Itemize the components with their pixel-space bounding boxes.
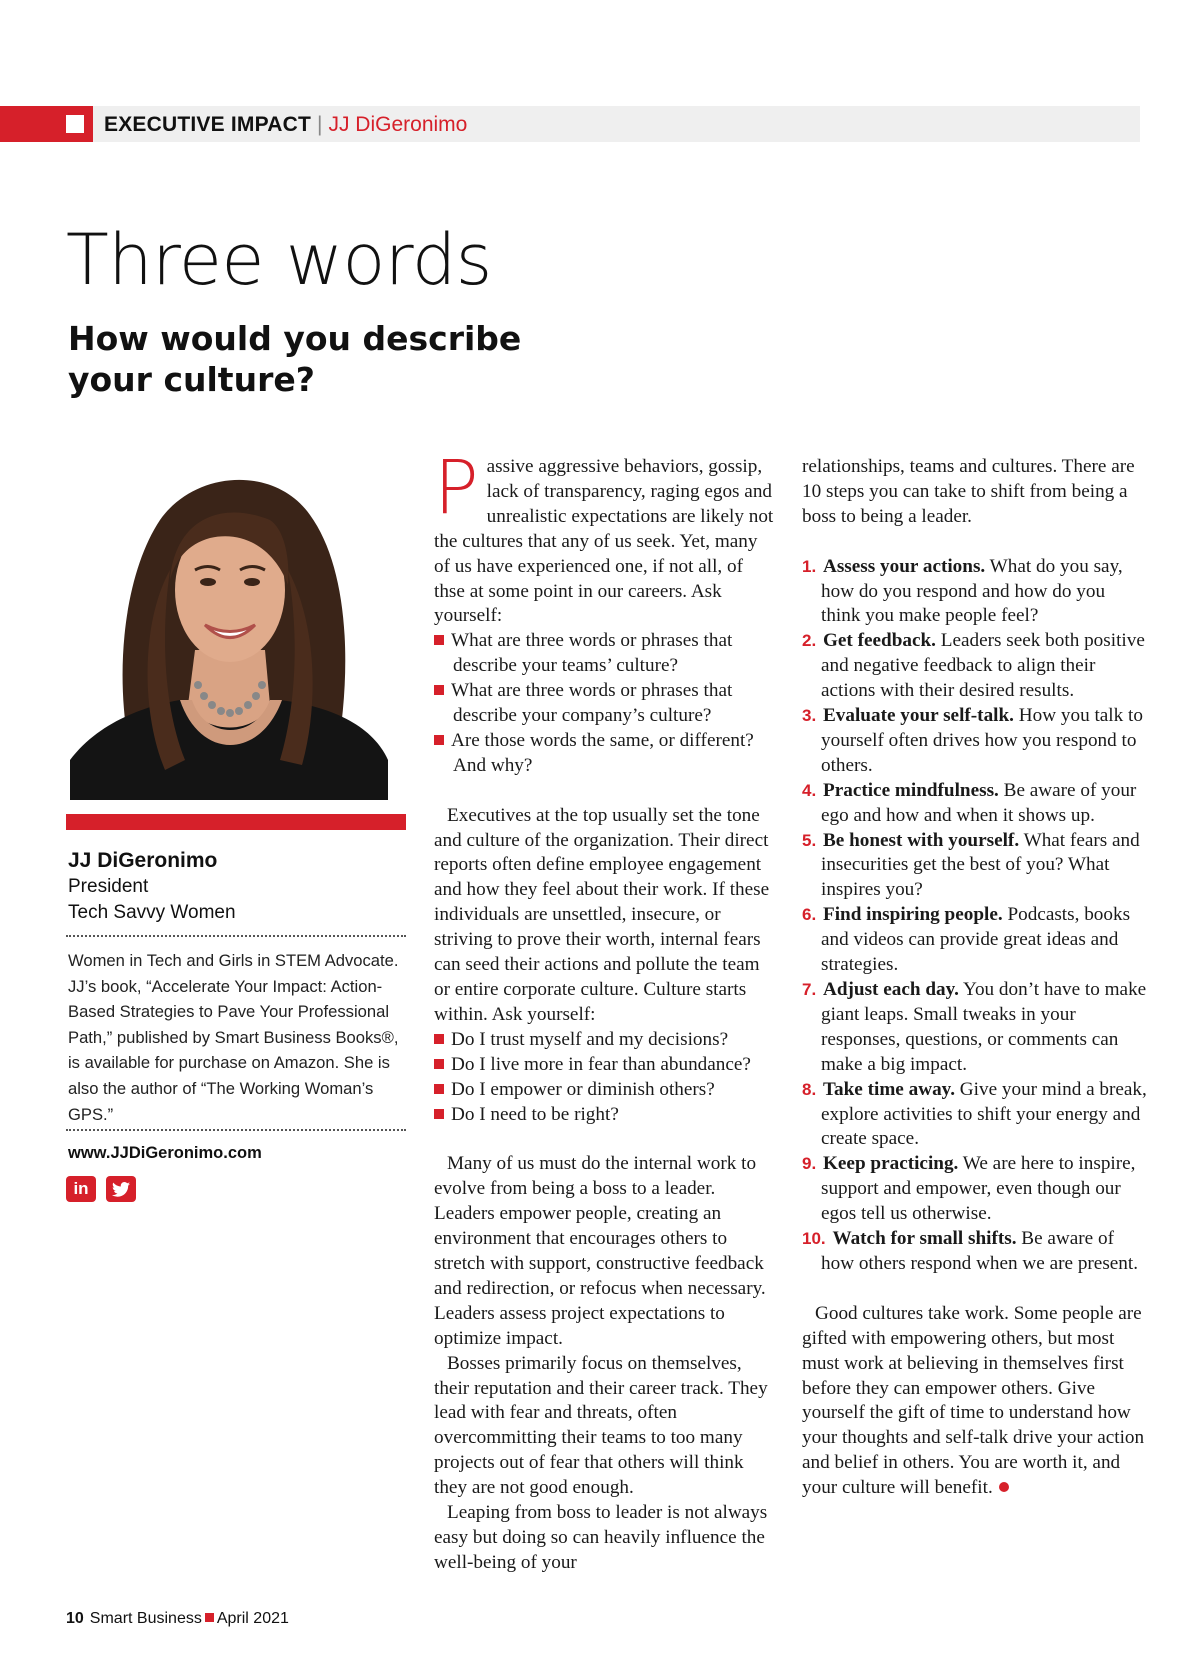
list-item — [434, 729, 774, 779]
author-bio: Women in Tech and Girls in STEM Advocate. JJ’s book, “Accelerate Your Impact: Action-Based Strategies to Pave Your Professional Path,” published by Smart Business Books®, is available for purchase on Amazon. She is also the author of “The Working Woman’s GPS.” — [68, 951, 399, 1124]
section-header — [104, 112, 467, 138]
list-item — [802, 1227, 1147, 1277]
step-text: We are here to inspire, support and empower, even though our egos tell us otherwise. — [821, 1153, 1136, 1225]
author-box-accent-bar — [66, 814, 406, 830]
step-text: Leaders seek both positive and negative feedback to align their actions with their desired results. — [821, 630, 1145, 702]
step-number: 1. — [802, 556, 817, 576]
step-text: You don’t have to make giant leaps. Small tweaks in your responses, questions, or comments can make a big impact. — [821, 979, 1147, 1075]
list-item — [434, 1103, 774, 1128]
article-intro — [434, 445, 774, 629]
page-subtitle: How would you describe your culture? — [68, 319, 522, 399]
closing-paragraph — [802, 1302, 1147, 1501]
step-text: Be aware of your ego and how and when it shows up. — [821, 779, 1137, 826]
author-portrait-illustration — [70, 460, 388, 800]
intro-text: assive aggressive behaviors, gossip, lack of transparency, raging egos and unrealistic expectations are likely not the cultures that any of us seek. Yet, many of us have experienced one, if not all, of thse at some point in our careers. Ask yourself: — [434, 456, 774, 627]
question-text: What are three words or phrases that describe your teams’ culture? — [451, 630, 733, 677]
author-website-link[interactable]: www.JJDiGeronimo.com — [68, 1144, 262, 1162]
closing-text: Good cultures take work. Some people are gifted with empowering others, but most must work at believing in themselves first before they can empower others. Give yourself the gift of time to understand how your thoughts and self-talk drive your action and belief in others. You are worth it, and your culture will benefit. — [802, 1302, 1145, 1499]
square-bullet-icon — [434, 635, 444, 645]
step-title: Find inspiring people. — [822, 904, 1003, 926]
step-title: Be honest with yourself. — [822, 829, 1020, 851]
square-bullet-icon — [434, 1084, 444, 1094]
section-square-icon — [66, 115, 84, 133]
question-text: Do I live more in fear than abundance? — [451, 1053, 751, 1075]
question-text: Do I trust myself and my decisions? — [451, 1028, 729, 1050]
section-author: JJ DiGeronimo — [328, 113, 468, 136]
author-role: President — [68, 876, 149, 897]
step-title: Take time away. — [822, 1078, 955, 1100]
square-bullet-icon — [434, 735, 444, 745]
author-box — [68, 848, 408, 926]
twitter-icon[interactable] — [106, 1176, 136, 1202]
list-item — [802, 829, 1147, 904]
step-title: Assess your actions. — [822, 555, 986, 577]
divider — [66, 935, 406, 937]
step-text: How you talk to yourself often drives how you respond to others. — [821, 705, 1143, 776]
step-text: What do you say, how do you respond and how do you think you make people feel? — [821, 555, 1123, 627]
page-footer — [66, 1608, 289, 1630]
social-links — [66, 1176, 136, 1202]
section-separator: | — [317, 113, 323, 136]
article-column-2 — [802, 455, 1147, 1501]
list-item — [434, 1053, 774, 1078]
step-text: What fears and insecurities get the best of you? What inspires you? — [821, 829, 1140, 901]
square-separator-icon — [205, 1613, 214, 1622]
linkedin-icon[interactable] — [66, 1176, 96, 1202]
paragraph: Bosses primarily focus on themselves, their reputation and their career track. They lead with fear and threats, often overcommitting their teams to too many projects out of fear that others will think they are not good enough. — [434, 1352, 768, 1499]
paragraph: Leaping from boss to leader is not always easy but doing so can heavily influence the well-being of your — [434, 1502, 768, 1573]
step-text: Be aware of how others respond when we are present. — [821, 1228, 1139, 1274]
question-text: What are three words or phrases that describe your company’s culture? — [451, 680, 733, 727]
author-company: Tech Savvy Women — [68, 902, 236, 923]
end-mark-icon — [999, 1482, 1009, 1492]
square-bullet-icon — [434, 1034, 444, 1044]
list-item — [802, 555, 1147, 630]
linkedin-label: in — [73, 1179, 89, 1198]
step-title: Evaluate your self-talk. — [822, 705, 1014, 727]
square-bullet-icon — [434, 1109, 444, 1119]
step-number: 2. — [802, 631, 817, 651]
page-number: 10 — [66, 1610, 84, 1627]
question-text: Do I empower or diminish others? — [451, 1078, 715, 1100]
step-title: Adjust each day. — [822, 979, 959, 1001]
step-title: Keep practicing. — [822, 1153, 959, 1175]
list-item — [434, 629, 774, 679]
step-title: Practice mindfulness. — [822, 779, 999, 801]
page-title: Three words — [66, 219, 492, 301]
list-item — [802, 779, 1147, 829]
author-photo — [70, 460, 388, 800]
paragraph: Many of us must do the internal work to evolve from being a boss to a leader. Leaders empower people, creating an environment that encourages others to stretch with support, constructive feedback and redirection, or refocus when necessary. Leaders assess project expectations to optimize impact. — [434, 1153, 766, 1349]
list-item — [802, 978, 1147, 1078]
section-label: EXECUTIVE IMPACT — [104, 113, 311, 136]
author-name: JJ DiGeronimo — [68, 849, 218, 872]
step-number: 4. — [802, 780, 817, 800]
list-item — [434, 1028, 774, 1053]
list-item — [434, 679, 774, 729]
step-number: 6. — [802, 905, 817, 925]
list-item — [434, 1078, 774, 1103]
paragraph: Executives at the top usually set the tone and culture of the organization. Their direct reports often define employee engagement and how they feel about their work. If these individuals are unsettled, insecure, or striving to prove their worth, internal fears can seed their actions and pollute the team or entire corporate culture. Culture starts within. Ask yourself: — [434, 804, 770, 1025]
paragraph: relationships, teams and cultures. There are 10 steps you can take to shift from being a boss to being a leader. — [802, 456, 1135, 527]
steps-list — [802, 555, 1147, 1277]
step-number: 8. — [802, 1079, 817, 1099]
step-title: Get feedback. — [822, 630, 936, 652]
drop-cap: P — [434, 445, 479, 531]
step-number: 9. — [802, 1154, 817, 1174]
step-text: Podcasts, books and videos can provide great ideas and strategies. — [821, 904, 1131, 976]
article-column-1 — [434, 445, 774, 1576]
question-text: Do I need to be right? — [451, 1103, 619, 1125]
step-number: 10. — [802, 1229, 826, 1249]
step-title: Watch for small shifts. — [832, 1228, 1017, 1250]
square-bullet-icon — [434, 685, 444, 695]
square-bullet-icon — [434, 1059, 444, 1069]
list-item — [802, 1152, 1147, 1227]
list-item — [802, 1078, 1147, 1153]
list-item — [802, 704, 1147, 779]
step-number: 5. — [802, 830, 817, 850]
twitter-bird-glyph — [112, 1182, 130, 1197]
step-number: 7. — [802, 980, 817, 1000]
issue-date: April 2021 — [216, 1610, 289, 1627]
list-item — [802, 629, 1147, 704]
step-text: Give your mind a break, explore activities to shift your energy and create space. — [821, 1078, 1147, 1150]
step-number: 3. — [802, 706, 817, 726]
list-item — [802, 903, 1147, 978]
divider — [66, 1129, 406, 1131]
publication-name: Smart Business — [89, 1610, 202, 1627]
question-text: Are those words the same, or different? And why? — [451, 729, 754, 776]
